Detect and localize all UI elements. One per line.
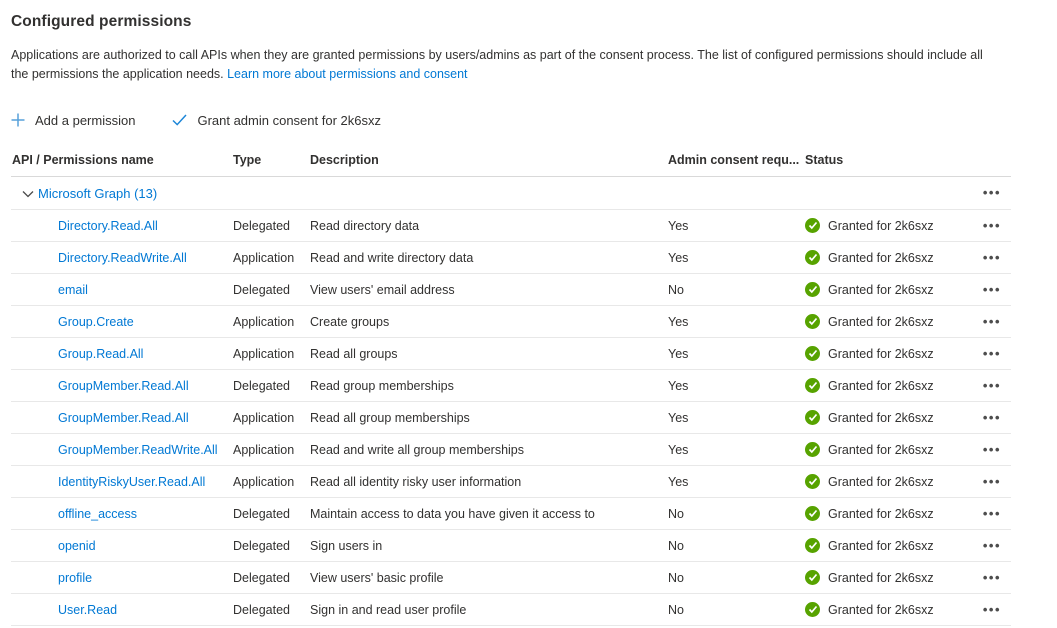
row-menu-cell [966, 219, 1011, 233]
status-text: Granted for 2k6sxz [828, 282, 934, 297]
permission-link[interactable]: GroupMember.Read.All [58, 410, 189, 425]
status-text: Granted for 2k6sxz [828, 538, 934, 553]
granted-check-icon [805, 474, 820, 489]
permission-link[interactable]: GroupMember.ReadWrite.All [58, 442, 218, 457]
ellipsis-menu-button[interactable]: ••• [982, 410, 1001, 425]
permission-link[interactable]: Directory.ReadWrite.All [58, 250, 187, 265]
ellipsis-menu-button[interactable]: ••• [982, 442, 1001, 457]
ellipsis-menu-button[interactable]: ••• [982, 378, 1001, 393]
granted-check-icon [805, 442, 820, 457]
permission-description-cell: Create groups [310, 314, 390, 329]
status-cell [805, 378, 966, 393]
permission-name-cell [11, 539, 233, 553]
permission-description-cell: Read all groups [310, 346, 398, 361]
header-status: Status [805, 153, 844, 167]
permission-row [11, 274, 1011, 306]
ellipsis-menu-button[interactable]: ••• [982, 538, 1001, 553]
permission-type-cell: Delegated [233, 570, 290, 585]
permission-type-cell: Delegated [233, 218, 290, 233]
status-cell [805, 314, 966, 329]
status-cell [805, 474, 966, 489]
row-menu-cell [966, 475, 1011, 489]
permission-type-cell: Delegated [233, 602, 290, 617]
status-cell [805, 442, 966, 457]
row-menu-cell [966, 539, 1011, 553]
permission-description-cell: Read all group memberships [310, 410, 470, 425]
command-bar [11, 105, 1057, 135]
permission-name-cell [11, 283, 233, 297]
permission-row [11, 338, 1011, 370]
permission-name-cell [11, 507, 233, 521]
permission-type-cell: Application [233, 410, 295, 425]
permission-row [11, 434, 1011, 466]
permission-name-cell [11, 411, 233, 425]
granted-check-icon [805, 250, 820, 265]
permission-description-cell: View users' basic profile [310, 570, 444, 585]
row-menu-cell [966, 347, 1011, 361]
granted-check-icon [805, 378, 820, 393]
permission-name-cell [11, 251, 233, 265]
plus-icon [11, 113, 25, 127]
header-api-permissions-name: API / Permissions name [12, 153, 154, 167]
permission-row [11, 530, 1011, 562]
admin-consent-required-cell: No [668, 570, 684, 585]
permission-description-cell: Read group memberships [310, 378, 454, 393]
admin-consent-required-cell: Yes [668, 346, 689, 361]
granted-check-icon [805, 570, 820, 585]
status-cell [805, 410, 966, 425]
granted-check-icon [805, 314, 820, 329]
permission-link[interactable]: Directory.Read.All [58, 218, 158, 233]
permission-name-cell [11, 379, 233, 393]
header-admin-consent-required: Admin consent requ... [668, 153, 800, 167]
permission-link[interactable]: User.Read [58, 602, 118, 617]
checkmark-icon [172, 114, 187, 126]
permission-row [11, 306, 1011, 338]
group-label: Microsoft Graph (13) [38, 185, 158, 201]
table-rows [11, 210, 1011, 626]
permission-description-cell: Read and write all group memberships [310, 442, 524, 457]
permission-name-cell [11, 219, 233, 233]
permission-type-cell: Delegated [233, 378, 290, 393]
admin-consent-required-cell: Yes [668, 314, 689, 329]
ellipsis-menu-button[interactable]: ••• [982, 282, 1001, 297]
permission-type-cell: Delegated [233, 538, 290, 553]
permission-name-cell [11, 603, 233, 617]
permission-link[interactable]: Group.Read.All [58, 346, 144, 361]
ellipsis-menu-button[interactable]: ••• [982, 346, 1001, 361]
status-text: Granted for 2k6sxz [828, 378, 934, 393]
status-cell [805, 506, 966, 521]
admin-consent-required-cell: Yes [668, 218, 689, 233]
permission-description-cell: View users' email address [310, 282, 455, 297]
permission-link[interactable]: GroupMember.Read.All [58, 378, 189, 393]
permission-name-cell [11, 315, 233, 329]
header-description: Description [310, 153, 379, 167]
status-text: Granted for 2k6sxz [828, 250, 934, 265]
granted-check-icon [805, 218, 820, 233]
ellipsis-menu-button[interactable]: ••• [982, 570, 1001, 585]
admin-consent-required-cell: Yes [668, 378, 689, 393]
permission-name-cell [11, 347, 233, 361]
permission-link[interactable]: Group.Create [58, 314, 134, 329]
status-cell [805, 538, 966, 553]
status-text: Granted for 2k6sxz [828, 474, 934, 489]
permission-row [11, 562, 1011, 594]
permission-link[interactable]: email [58, 282, 88, 297]
permission-row [11, 402, 1011, 434]
permission-row [11, 466, 1011, 498]
permissions-table [11, 144, 1011, 626]
admin-consent-required-cell: No [668, 282, 684, 297]
row-menu-cell [966, 251, 1011, 265]
learn-more-link[interactable]: Learn more about permissions and consent [227, 67, 468, 81]
ellipsis-menu-button[interactable]: ••• [982, 218, 1001, 233]
granted-check-icon [805, 506, 820, 521]
permission-type-cell: Application [233, 314, 295, 329]
status-cell [805, 346, 966, 361]
ellipsis-menu-button[interactable]: ••• [982, 474, 1001, 489]
api-group-row [11, 177, 1011, 210]
permission-description-cell: Maintain access to data you have given it access to [310, 506, 595, 521]
row-menu-cell [966, 315, 1011, 329]
admin-consent-required-cell: Yes [668, 250, 689, 265]
row-menu-cell [966, 603, 1011, 617]
granted-check-icon [805, 410, 820, 425]
row-menu-cell [966, 283, 1011, 297]
ellipsis-menu-button[interactable]: ••• [982, 506, 1001, 521]
ellipsis-menu-button[interactable]: ••• [982, 186, 1001, 200]
permission-link[interactable]: openid [58, 538, 96, 553]
permission-link[interactable]: profile [58, 570, 93, 585]
table-header-row [11, 144, 1011, 177]
grant-admin-consent-button[interactable] [172, 113, 381, 128]
page-description [11, 46, 1003, 84]
header-type: Type [233, 153, 262, 167]
permission-link[interactable]: IdentityRiskyUser.Read.All [58, 474, 206, 489]
admin-consent-required-cell: Yes [668, 442, 689, 457]
permission-description-cell: Read all identity risky user information [310, 474, 522, 489]
ellipsis-menu-button[interactable]: ••• [982, 314, 1001, 329]
page-title: Configured permissions [11, 13, 192, 30]
row-menu-cell [966, 411, 1011, 425]
permission-type-cell: Application [233, 250, 295, 265]
admin-consent-required-cell: No [668, 602, 684, 617]
add-permission-label: Add a permission [35, 112, 136, 128]
row-menu-cell [966, 443, 1011, 457]
status-text: Granted for 2k6sxz [828, 410, 934, 425]
permission-row [11, 210, 1011, 242]
permission-type-cell: Delegated [233, 506, 290, 521]
description-text: Applications are authorized to call APIs when they are granted permissions by users/admins as part of the consent process. The list of configured permissions should include all the permissions the application needs. [11, 48, 983, 81]
group-menu-cell [157, 186, 1011, 200]
status-text: Granted for 2k6sxz [828, 506, 934, 521]
permission-type-cell: Application [233, 442, 295, 457]
status-text: Granted for 2k6sxz [828, 570, 934, 585]
status-cell [805, 602, 966, 617]
admin-consent-required-cell: Yes [668, 410, 689, 425]
permission-row [11, 498, 1011, 530]
status-cell [805, 570, 966, 585]
granted-check-icon [805, 538, 820, 553]
microsoft-graph-group-toggle[interactable] [11, 186, 157, 201]
ellipsis-menu-button[interactable]: ••• [982, 602, 1001, 617]
admin-consent-required-cell: Yes [668, 474, 689, 489]
permission-row [11, 594, 1011, 626]
granted-check-icon [805, 346, 820, 361]
granted-check-icon [805, 282, 820, 297]
permission-name-cell [11, 571, 233, 585]
permission-type-cell: Application [233, 346, 295, 361]
row-menu-cell [966, 507, 1011, 521]
permission-type-cell: Application [233, 474, 295, 489]
permission-description-cell: Sign in and read user profile [310, 602, 467, 617]
admin-consent-required-cell: No [668, 506, 684, 521]
status-cell [805, 250, 966, 265]
status-cell [805, 218, 966, 233]
permission-row [11, 370, 1011, 402]
status-text: Granted for 2k6sxz [828, 346, 934, 361]
permission-type-cell: Delegated [233, 282, 290, 297]
row-menu-cell [966, 379, 1011, 393]
permission-name-cell [11, 443, 233, 457]
permission-description-cell: Read and write directory data [310, 250, 474, 265]
status-text: Granted for 2k6sxz [828, 602, 934, 617]
permission-name-cell [11, 475, 233, 489]
permission-link[interactable]: offline_access [58, 506, 137, 521]
admin-consent-required-cell: No [668, 538, 684, 553]
status-text: Granted for 2k6sxz [828, 314, 934, 329]
permission-description-cell: Read directory data [310, 218, 420, 233]
ellipsis-menu-button[interactable]: ••• [982, 250, 1001, 265]
grant-admin-consent-label: Grant admin consent for 2k6sxz [197, 112, 381, 128]
row-menu-cell [966, 571, 1011, 585]
granted-check-icon [805, 602, 820, 617]
status-text: Granted for 2k6sxz [828, 442, 934, 457]
status-text: Granted for 2k6sxz [828, 218, 934, 233]
permission-description-cell: Sign users in [310, 538, 383, 553]
add-permission-button[interactable] [11, 113, 135, 128]
permission-row [11, 242, 1011, 274]
chevron-down-icon [22, 190, 34, 198]
status-cell [805, 282, 966, 297]
